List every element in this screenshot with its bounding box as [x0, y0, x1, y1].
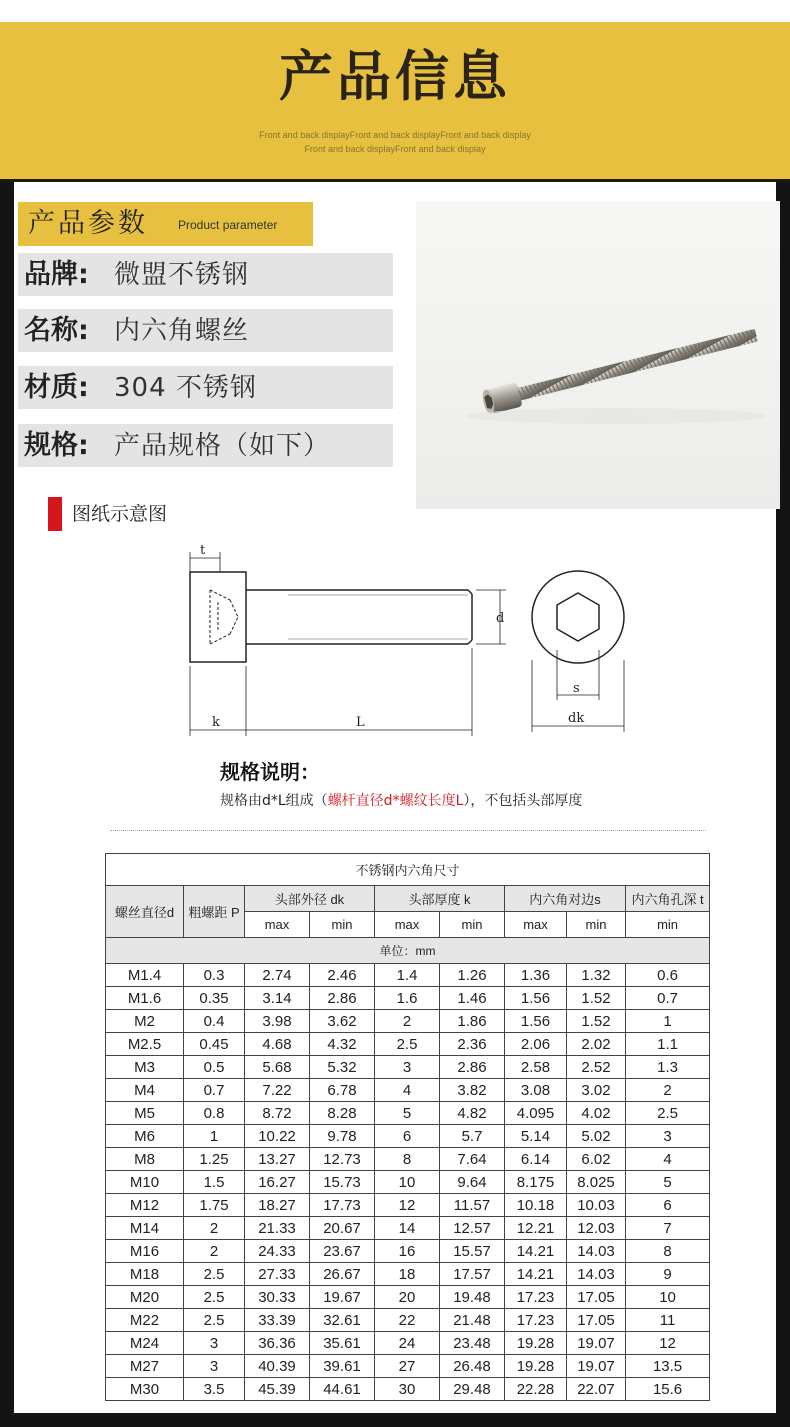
table-title: 不锈钢内六角尺寸: [106, 854, 710, 886]
table-cell: 2.86: [440, 1056, 505, 1079]
table-row: [106, 1033, 710, 1056]
table-cell: 2.46: [310, 964, 375, 987]
table-row: [106, 1079, 710, 1102]
table-cell: 5: [626, 1171, 710, 1194]
table-cell: M22: [106, 1309, 184, 1332]
table-cell: 8.72: [245, 1102, 310, 1125]
table-cell: 6.02: [567, 1148, 626, 1171]
table-cell: 23.67: [310, 1240, 375, 1263]
table-cell: 7.64: [440, 1148, 505, 1171]
table-cell: 15.57: [440, 1240, 505, 1263]
table-cell: 2.5: [184, 1263, 245, 1286]
col-hex-width: 内六角对边s: [505, 886, 626, 912]
info-row-name: [18, 309, 393, 352]
table-row: [106, 964, 710, 987]
dim-label-L: L: [356, 715, 365, 730]
table-cell: 0.7: [626, 987, 710, 1010]
table-cell: 1.56: [505, 1010, 567, 1033]
table-cell: 33.39: [245, 1309, 310, 1332]
subcol-min: min: [567, 912, 626, 938]
table-cell: 2.36: [440, 1033, 505, 1056]
table-cell: 32.61: [310, 1309, 375, 1332]
table-cell: 12.21: [505, 1217, 567, 1240]
table-cell: 0.6: [626, 964, 710, 987]
table-cell: 5.68: [245, 1056, 310, 1079]
table-cell: 3.14: [245, 987, 310, 1010]
table-cell: 4: [375, 1079, 440, 1102]
table-unit: 单位：mm: [106, 938, 710, 964]
table-row: [106, 1102, 710, 1125]
info-row-material: [18, 366, 393, 409]
table-cell: 1.1: [626, 1033, 710, 1056]
table-cell: 1.36: [505, 964, 567, 987]
table-cell: 18.27: [245, 1194, 310, 1217]
table-row: [106, 1217, 710, 1240]
table-cell: 6.14: [505, 1148, 567, 1171]
header-subtitle-2: Front and back displayFront and back display: [304, 144, 486, 154]
table-cell: 1: [184, 1125, 245, 1148]
table-row: [106, 1125, 710, 1148]
table-cell: 8.025: [567, 1171, 626, 1194]
subcol-min: min: [440, 912, 505, 938]
table-cell: 26.48: [440, 1355, 505, 1378]
info-row-spec: [18, 424, 393, 467]
table-cell: 5.7: [440, 1125, 505, 1148]
table-cell: 12: [375, 1194, 440, 1217]
info-row-brand: [18, 253, 393, 296]
table-row: [106, 1355, 710, 1378]
table-cell: 17.23: [505, 1309, 567, 1332]
table-cell: M12: [106, 1194, 184, 1217]
table-row: [106, 1171, 710, 1194]
table-cell: 14.03: [567, 1263, 626, 1286]
subcol-max: max: [505, 912, 567, 938]
table-cell: M1.4: [106, 964, 184, 987]
product-photo: [416, 201, 780, 509]
table-cell: 10: [626, 1286, 710, 1309]
table-cell: 15.6: [626, 1378, 710, 1401]
table-cell: 30: [375, 1378, 440, 1401]
col-head-thickness: 头部厚度 k: [375, 886, 505, 912]
table-cell: 2.74: [245, 964, 310, 987]
drawing-head-endview: [532, 571, 624, 663]
table-cell: 5.02: [567, 1125, 626, 1148]
table-cell: M20: [106, 1286, 184, 1309]
table-cell: 3.98: [245, 1010, 310, 1033]
drawing-section-title: 图纸示意图: [72, 503, 168, 525]
table-cell: 2.02: [567, 1033, 626, 1056]
table-cell: 2: [375, 1010, 440, 1033]
table-cell: M6: [106, 1125, 184, 1148]
table-row: [106, 1240, 710, 1263]
table-cell: 16: [375, 1240, 440, 1263]
table-cell: 5.14: [505, 1125, 567, 1148]
table-cell: 1.25: [184, 1148, 245, 1171]
table-cell: 12: [626, 1332, 710, 1355]
info-label: 材质:: [24, 372, 89, 403]
table-cell: 12.57: [440, 1217, 505, 1240]
hex-socket-outline: [557, 593, 599, 641]
dim-label-s: s: [573, 681, 580, 696]
table-cell: 1.46: [440, 987, 505, 1010]
table-row: [106, 1286, 710, 1309]
table-cell: 2.86: [310, 987, 375, 1010]
table-cell: 0.3: [184, 964, 245, 987]
table-cell: 11.57: [440, 1194, 505, 1217]
table-cell: 2: [626, 1079, 710, 1102]
table-cell: 21.33: [245, 1217, 310, 1240]
table-cell: 6: [375, 1125, 440, 1148]
table-cell: 14.03: [567, 1240, 626, 1263]
size-table-container: [105, 853, 709, 1401]
table-row: [106, 1263, 710, 1286]
table-cell: M3: [106, 1056, 184, 1079]
table-cell: 13.27: [245, 1148, 310, 1171]
spec-title: 规格说明：: [220, 760, 320, 784]
dim-label-d: d: [496, 611, 505, 626]
table-cell: M16: [106, 1240, 184, 1263]
col-head-diameter: 头部外径 dk: [245, 886, 375, 912]
table-cell: 10.03: [567, 1194, 626, 1217]
table-cell: 20.67: [310, 1217, 375, 1240]
table-cell: 0.45: [184, 1033, 245, 1056]
table-cell: 24.33: [245, 1240, 310, 1263]
table-cell: 17.05: [567, 1286, 626, 1309]
table-cell: M1.6: [106, 987, 184, 1010]
spec-description: [220, 790, 582, 810]
table-cell: 9: [626, 1263, 710, 1286]
table-cell: 10.18: [505, 1194, 567, 1217]
table-cell: 12.73: [310, 1148, 375, 1171]
table-cell: 6.78: [310, 1079, 375, 1102]
info-value: 内六角螺丝: [114, 316, 250, 346]
table-cell: 2: [184, 1217, 245, 1240]
table-cell: 27: [375, 1355, 440, 1378]
table-cell: 8.28: [310, 1102, 375, 1125]
table-cell: 3: [184, 1355, 245, 1378]
table-cell: 0.35: [184, 987, 245, 1010]
table-cell: 5: [375, 1102, 440, 1125]
table-cell: 19.67: [310, 1286, 375, 1309]
table-cell: 18: [375, 1263, 440, 1286]
table-cell: 0.7: [184, 1079, 245, 1102]
table-row: [106, 987, 710, 1010]
table-cell: 8: [375, 1148, 440, 1171]
table-cell: 1.56: [505, 987, 567, 1010]
table-cell: 20: [375, 1286, 440, 1309]
table-cell: M18: [106, 1263, 184, 1286]
table-cell: 2.58: [505, 1056, 567, 1079]
table-cell: 12.03: [567, 1217, 626, 1240]
table-cell: 39.61: [310, 1355, 375, 1378]
table-cell: 26.67: [310, 1263, 375, 1286]
table-row: [106, 1010, 710, 1033]
table-cell: 4.82: [440, 1102, 505, 1125]
table-cell: 1.52: [567, 1010, 626, 1033]
table-cell: 1.5: [184, 1171, 245, 1194]
subcol-max: max: [245, 912, 310, 938]
table-cell: 4: [626, 1148, 710, 1171]
table-cell: 2.52: [567, 1056, 626, 1079]
table-cell: 5.32: [310, 1056, 375, 1079]
dim-label-dk: dk: [568, 711, 585, 726]
table-cell: 2.5: [184, 1286, 245, 1309]
table-cell: 21.48: [440, 1309, 505, 1332]
table-row: [106, 1378, 710, 1401]
screw-drawing: [180, 540, 630, 745]
table-cell: 4.02: [567, 1102, 626, 1125]
table-cell: 4.32: [310, 1033, 375, 1056]
table-cell: 1: [626, 1010, 710, 1033]
table-cell: M2.5: [106, 1033, 184, 1056]
table-cell: 0.4: [184, 1010, 245, 1033]
spec-desc-after: ），不包括头部厚度: [463, 793, 583, 809]
table-cell: 3: [626, 1125, 710, 1148]
size-table: [105, 853, 710, 1401]
table-cell: 1.32: [567, 964, 626, 987]
table-row: [106, 1309, 710, 1332]
table-cell: 2.5: [375, 1033, 440, 1056]
dotted-divider: [110, 830, 706, 831]
spec-desc-before: 规格由d*L组成（: [220, 793, 328, 809]
table-cell: 15.73: [310, 1171, 375, 1194]
table-row: [106, 1056, 710, 1079]
table-cell: 3.82: [440, 1079, 505, 1102]
table-cell: 7.22: [245, 1079, 310, 1102]
table-cell: 19.28: [505, 1332, 567, 1355]
table-cell: 1.52: [567, 987, 626, 1010]
table-cell: 14.21: [505, 1263, 567, 1286]
table-cell: 9.78: [310, 1125, 375, 1148]
col-hole-depth: 内六角孔深 t: [626, 886, 710, 912]
table-cell: 3.5: [184, 1378, 245, 1401]
header-subtitle-1: Front and back displayFront and back displayFront and back display: [259, 130, 531, 140]
table-cell: 19.07: [567, 1332, 626, 1355]
table-cell: 19.28: [505, 1355, 567, 1378]
table-cell: 1.26: [440, 964, 505, 987]
param-title-en: Product parameter: [178, 218, 278, 232]
page-header: [0, 22, 790, 179]
table-cell: 35.61: [310, 1332, 375, 1355]
col-pitch: 粗螺距 P: [184, 886, 245, 938]
table-cell: 22.28: [505, 1378, 567, 1401]
subcol-max: max: [375, 912, 440, 938]
table-cell: 19.48: [440, 1286, 505, 1309]
table-cell: 24: [375, 1332, 440, 1355]
top-border: [0, 0, 790, 22]
table-cell: 36.36: [245, 1332, 310, 1355]
table-cell: 1.3: [626, 1056, 710, 1079]
param-section-header: [18, 202, 313, 246]
table-cell: M8: [106, 1148, 184, 1171]
table-cell: 27.33: [245, 1263, 310, 1286]
table-cell: 4.68: [245, 1033, 310, 1056]
table-cell: 1.86: [440, 1010, 505, 1033]
table-cell: 14.21: [505, 1240, 567, 1263]
table-cell: 2.5: [626, 1102, 710, 1125]
table-row: [106, 1148, 710, 1171]
col-thread-diameter: 螺丝直径d: [106, 886, 184, 938]
table-cell: M4: [106, 1079, 184, 1102]
section-marker: [48, 497, 62, 531]
table-cell: 2.5: [184, 1309, 245, 1332]
subcol-min: min: [310, 912, 375, 938]
info-label: 名称:: [24, 315, 89, 346]
table-cell: 4.095: [505, 1102, 567, 1125]
table-cell: M5: [106, 1102, 184, 1125]
table-cell: M10: [106, 1171, 184, 1194]
table-cell: 17.57: [440, 1263, 505, 1286]
table-cell: 22: [375, 1309, 440, 1332]
table-cell: 19.07: [567, 1355, 626, 1378]
table-cell: 10.22: [245, 1125, 310, 1148]
technical-drawing: [180, 540, 630, 745]
table-cell: 1.75: [184, 1194, 245, 1217]
info-value: 产品规格（如下）: [114, 431, 331, 461]
table-cell: 1.4: [375, 964, 440, 987]
table-cell: 2: [184, 1240, 245, 1263]
table-cell: 1.6: [375, 987, 440, 1010]
table-cell: 6: [626, 1194, 710, 1217]
table-cell: 2.06: [505, 1033, 567, 1056]
table-cell: 3: [375, 1056, 440, 1079]
table-cell: 7: [626, 1217, 710, 1240]
table-cell: 13.5: [626, 1355, 710, 1378]
table-row: [106, 1332, 710, 1355]
info-value: 304 不锈钢: [114, 373, 257, 403]
table-cell: 10: [375, 1171, 440, 1194]
subcol-min: min: [626, 912, 710, 938]
table-cell: 0.8: [184, 1102, 245, 1125]
table-cell: 16.27: [245, 1171, 310, 1194]
table-cell: 9.64: [440, 1171, 505, 1194]
table-cell: 17.23: [505, 1286, 567, 1309]
screw-photo-illustration: [416, 201, 780, 509]
table-cell: 22.07: [567, 1378, 626, 1401]
dim-label-k: k: [212, 715, 220, 730]
param-title-cn: 产品参数: [28, 208, 148, 239]
table-cell: 8: [626, 1240, 710, 1263]
spec-desc-highlight: 螺杆直径d*螺纹长度L: [327, 793, 464, 809]
info-label: 品牌:: [24, 259, 89, 290]
table-cell: 44.61: [310, 1378, 375, 1401]
table-cell: 3.02: [567, 1079, 626, 1102]
info-label: 规格:: [24, 430, 89, 461]
table-cell: 17.05: [567, 1309, 626, 1332]
table-cell: 17.73: [310, 1194, 375, 1217]
table-cell: M14: [106, 1217, 184, 1240]
table-body: [106, 964, 710, 1401]
table-cell: 3.62: [310, 1010, 375, 1033]
table-cell: M24: [106, 1332, 184, 1355]
table-cell: 14: [375, 1217, 440, 1240]
table-cell: 45.39: [245, 1378, 310, 1401]
table-cell: 8.175: [505, 1171, 567, 1194]
table-cell: M30: [106, 1378, 184, 1401]
table-cell: 30.33: [245, 1286, 310, 1309]
page-title: 产品信息: [279, 45, 511, 108]
table-cell: M27: [106, 1355, 184, 1378]
table-cell: 3: [184, 1332, 245, 1355]
table-cell: 40.39: [245, 1355, 310, 1378]
table-cell: M2: [106, 1010, 184, 1033]
table-row: [106, 1194, 710, 1217]
table-cell: 29.48: [440, 1378, 505, 1401]
table-cell: 11: [626, 1309, 710, 1332]
table-cell: 0.5: [184, 1056, 245, 1079]
dim-label-t: t: [200, 543, 206, 558]
info-value: 微盟不锈钢: [114, 260, 250, 290]
table-cell: 3.08: [505, 1079, 567, 1102]
table-cell: 23.48: [440, 1332, 505, 1355]
